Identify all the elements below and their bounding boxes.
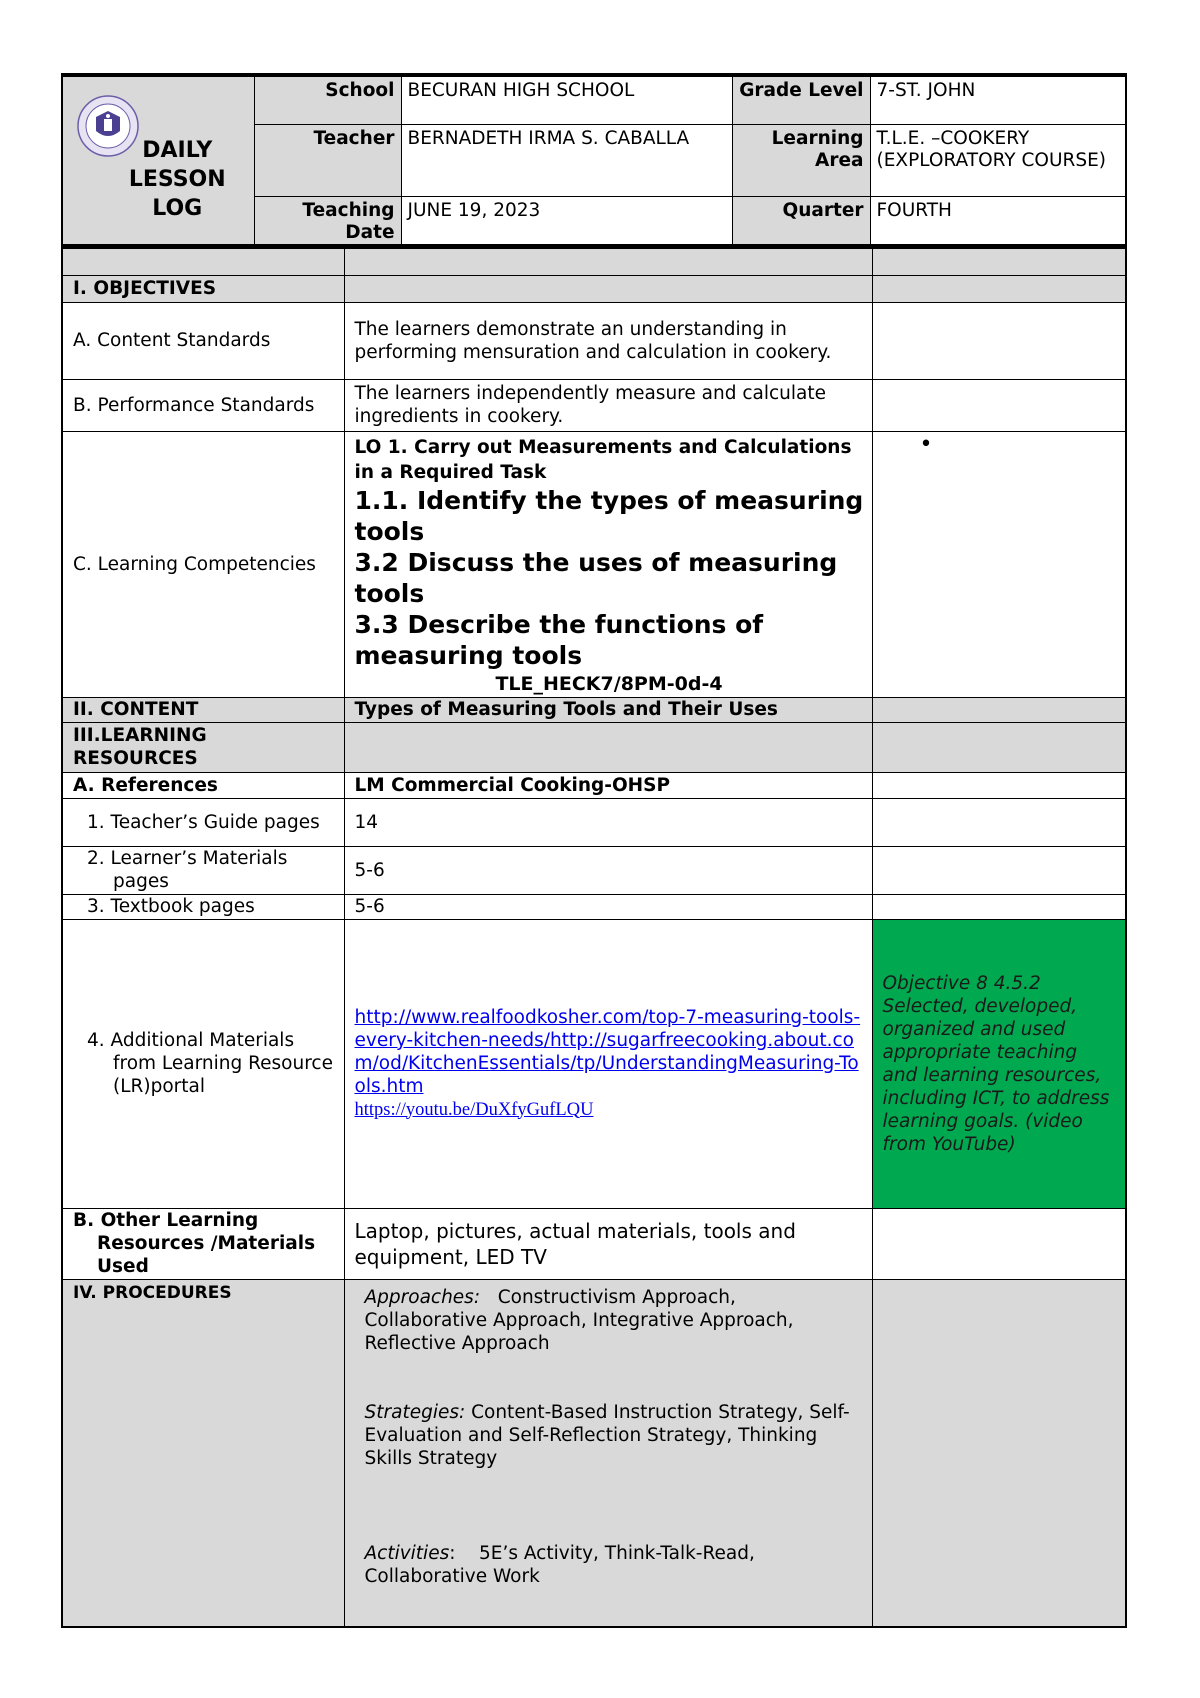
learning-competencies-label: C. Learning Competencies <box>62 431 344 697</box>
learning-area-value: T.L.E. –COOKERY (EXPLORATORY COURSE) <box>870 124 1126 196</box>
additional-materials-label: 4. Additional Materials from Learning Resource (LR)portal <box>62 919 344 1208</box>
textbook-value: 5-6 <box>344 894 872 919</box>
procedures-value <box>344 1279 872 1627</box>
textbook-label: 3. Textbook pages <box>62 894 344 919</box>
procedures-notes <box>872 1279 1126 1627</box>
link-measuring-tools[interactable]: http://www.realfoodkosher.com/top-7-measuring-tools-every-kitchen-needs/http://sugarfreecooking.about.com/od/KitchenEssentials/tp/UnderstandingMeasuring-Tools.htm <box>354 1006 861 1097</box>
activities-text: : 5E’s Activity, Think-Talk-Read, Collaborative Work <box>364 1542 761 1587</box>
competency-3: 3.3 Describe the functions of measuring tools <box>354 609 764 670</box>
other-resources-row <box>62 1208 1126 1279</box>
objectives-heading: I. OBJECTIVES <box>62 275 344 302</box>
teacher-label: Teacher <box>254 124 401 196</box>
procedures-heading: IV. PROCEDURES <box>62 1279 344 1627</box>
lo-title: LO 1. Carry out Measurements and Calculations in a Required Task <box>354 436 852 483</box>
references-value: LM Commercial Cooking-OHSP <box>344 772 872 798</box>
learning-area-label: Learning Area <box>732 124 870 196</box>
blank-row <box>62 248 1126 275</box>
learning-competencies-value <box>344 431 872 697</box>
learning-resources-heading: III.LEARNING RESOURCES <box>62 722 344 772</box>
other-resources-value: Laptop, pictures, actual materials, tools and equipment, LED TV <box>344 1208 872 1279</box>
teacher-value: BERNADETH IRMA S. CABALLA <box>401 124 732 196</box>
competency-2: 3.2 Discuss the uses of measuring tools <box>354 547 838 608</box>
objective-8-note: Objective 8 4.5.2 Selected, developed, organized and used appropriate teaching and learning resources, including ICT, to address learning goals. (video from YouTube) <box>872 919 1126 1208</box>
teachers-guide-value: 14 <box>344 798 872 846</box>
learning-resources-row <box>62 722 1126 772</box>
school-value: BECURAN HIGH SCHOOL <box>401 75 732 124</box>
school-label: School <box>254 75 401 124</box>
bullet-point: • <box>919 431 933 457</box>
quarter-value: FOURTH <box>870 196 1126 245</box>
objectives-row <box>62 275 1126 302</box>
teachers-guide-row <box>62 798 1126 846</box>
quarter-label: Quarter <box>732 196 870 245</box>
competency-code: TLE_HECK7/8PM-0d-4 <box>495 672 723 695</box>
learners-materials-label: 2. Learner’s Materials pages <box>62 846 344 894</box>
grade-level-label: Grade Level <box>732 75 870 124</box>
approaches-label: Approaches: <box>364 1286 481 1308</box>
activities-label: Activities <box>364 1542 450 1564</box>
link-youtube-video[interactable]: https://youtu.be/DuXfyGufLQU <box>354 1099 594 1120</box>
strategies-label: Strategies: <box>364 1401 466 1423</box>
competency-1: 1.1. Identify the types of measuring tools <box>354 485 864 546</box>
learners-materials-row <box>62 846 1126 894</box>
content-row <box>62 697 1126 722</box>
teaching-date-value: JUNE 19, 2023 <box>401 196 732 245</box>
header-table <box>61 73 1127 247</box>
daily-lesson-log-title: DAILY LESSON LOG <box>128 138 226 221</box>
learning-competencies-row <box>62 431 1126 697</box>
approaches-text: Constructivism Approach, Collaborative Approach, Integrative Approach, Reflective Approach <box>364 1286 800 1354</box>
content-standards-row <box>62 302 1126 379</box>
approaches-block <box>365 1286 864 1355</box>
teachers-guide-label: 1. Teacher’s Guide pages <box>62 798 344 846</box>
procedures-row <box>62 1279 1126 1627</box>
strategies-block <box>365 1401 864 1470</box>
grade-level-value: 7-ST. JOHN <box>870 75 1126 124</box>
competencies-notes <box>872 431 1126 697</box>
learners-materials-value: 5-6 <box>344 846 872 894</box>
references-row <box>62 772 1126 798</box>
lesson-table <box>61 247 1127 1628</box>
content-heading: II. CONTENT <box>62 697 344 722</box>
additional-materials-row <box>62 919 1126 1208</box>
content-standards-label: A. Content Standards <box>62 302 344 379</box>
references-label: A. References <box>62 772 344 798</box>
performance-standards-value: The learners independently measure and calculate ingredients in cookery. <box>344 379 872 431</box>
other-resources-label: B. Other Learning Resources /Materials Used <box>62 1208 344 1279</box>
additional-materials-links <box>344 919 872 1208</box>
performance-standards-row <box>62 379 1126 431</box>
content-standards-value: The learners demonstrate an understanding in performing mensuration and calculation in cookery. <box>344 302 872 379</box>
performance-standards-label: B. Performance Standards <box>62 379 344 431</box>
teaching-date-label: Teaching Date <box>254 196 401 245</box>
content-value: Types of Measuring Tools and Their Uses <box>344 697 872 722</box>
activities-block <box>365 1542 864 1588</box>
logo-title-cell <box>62 75 254 245</box>
strategies-text: Content-Based Instruction Strategy, Self-Evaluation and Self-Reflection Strategy, Thinking Skills Strategy <box>364 1401 850 1469</box>
textbook-row <box>62 894 1126 919</box>
